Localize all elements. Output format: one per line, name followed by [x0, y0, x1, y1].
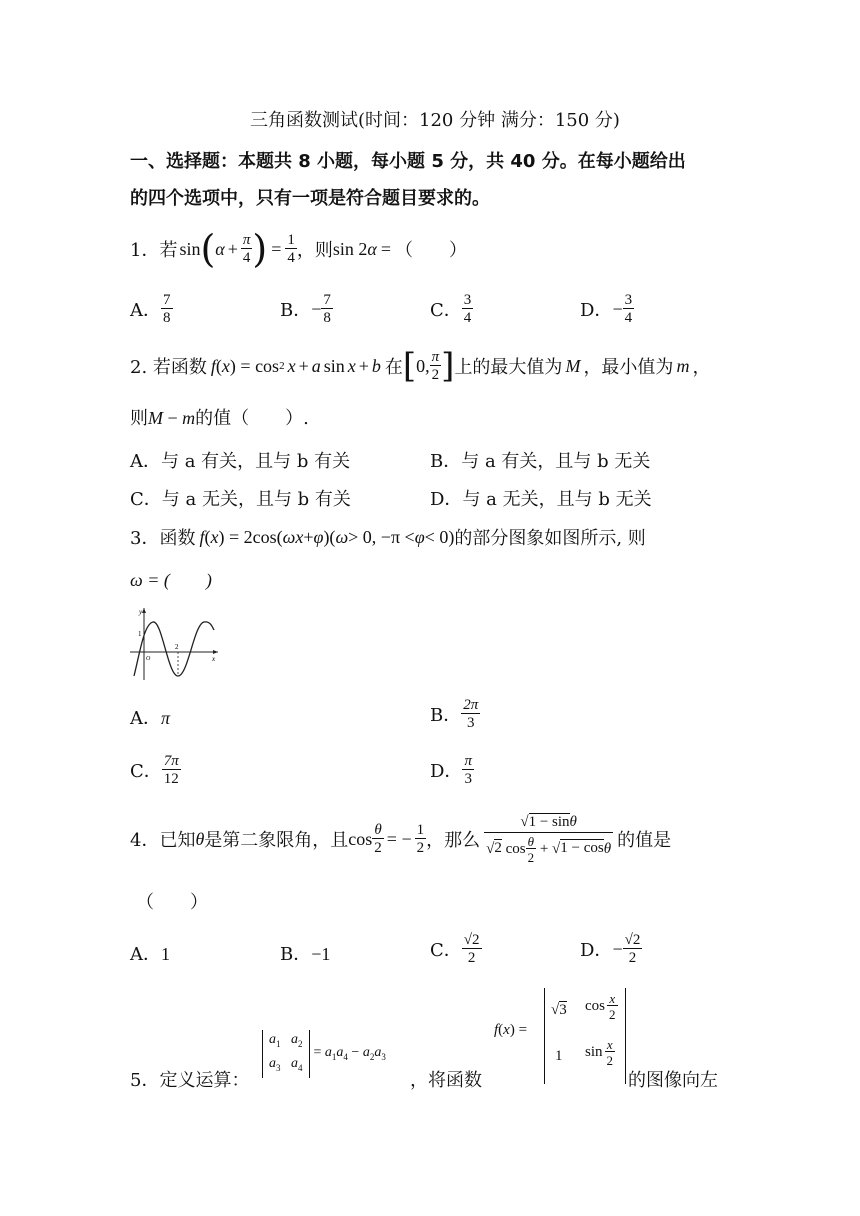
x-label: x: [212, 655, 216, 663]
q4-choice-d[interactable]: D． − $\frac{√2}{2}$: [580, 931, 641, 966]
y-label: y: [139, 608, 143, 616]
q5-mid: ，将函数: [410, 1070, 482, 1091]
q4-blank: （ ）: [136, 892, 208, 913]
q3-choice-a[interactable]: A．π: [130, 708, 171, 729]
q5-prefix: 5．定义运算：: [130, 1070, 250, 1091]
origin-label: O: [146, 656, 151, 662]
q2-choice-d[interactable]: D．与 a 无关，且与 b 无关: [430, 489, 652, 510]
q1-blank: （ ）: [395, 240, 468, 261]
q4-choice-b[interactable]: B．−1: [280, 944, 331, 965]
q1-then: ，则: [296, 240, 333, 261]
q5-fx-determinant: √3 cos $\frac{x}{2}$ 1 sin $\frac{x}{2}$: [544, 988, 626, 1084]
q1-choice-b[interactable]: B． − $\frac{7}{8}$: [280, 291, 331, 326]
x-axis-arrow: [213, 650, 218, 654]
q2-choice-a[interactable]: A．与 a 有关，且与 b 有关: [130, 451, 351, 472]
tick-one: 1: [138, 630, 142, 638]
q3-cosine-graph: [126, 604, 222, 684]
q1-choice-d[interactable]: D． − $\frac{3}{4}$: [580, 291, 633, 326]
section-header-line2: 的四个选项中，只有一项是符合题目要求的。: [130, 188, 490, 209]
question-2: 2. 若函数 f ( x ) = cos 2 x + a sin x + b 在 [ 0, $\frac{\pi}{2}$ ] 上的最大值为 M ，最小值为 m ，: [130, 346, 711, 386]
y-axis-arrow: [142, 608, 146, 613]
q1-number: 1．若: [130, 240, 178, 261]
q2-choice-b[interactable]: B．与 a 有关，且与 b 无关: [430, 451, 651, 472]
page-title: 三角函数测试(时间：120 分钟 满分：150 分): [250, 110, 620, 131]
q3-choice-b[interactable]: B． $\frac{2\pi}{3}$: [430, 696, 479, 731]
question-1: 1．若 sin ( α + $\frac{\pi}{4}$ ) = $\frac{1}{4}$ ，则 sin 2 α = （ ）: [130, 227, 468, 271]
section-header-line1: 一、选择题：本题共 8 小题，每小题 5 分，共 40 分。在每小题给出: [130, 151, 686, 172]
question-3-line2: ω = ( ): [130, 570, 212, 590]
q4-choice-c[interactable]: C． $\frac{√2}{2}$: [430, 931, 480, 966]
question-4: 4．已知 θ 是第二象限角，且 cos $\frac{\theta}{2}$ = − $\frac{1}{2}$ ，那么 √1 − sinθ √2 cos $\frac{\theta}{2}$ + √1 − cosθ 的值是: [130, 813, 672, 865]
q1-choice-c[interactable]: C． $\frac{3}{4}$: [430, 291, 472, 326]
q5-fx-label: f(x) =: [494, 1022, 528, 1038]
question-2-line2: 则M − m的值（ ）.: [130, 408, 309, 429]
q4-choice-a[interactable]: A．1: [130, 944, 170, 965]
q2-choice-c[interactable]: C．与 a 无关，且与 b 有关: [130, 489, 351, 510]
q5-determinant-definition: $a_1$ $a_2$ $a_3$ $a_4$ = $a_1a_4 - a_2a_3$: [262, 1030, 386, 1078]
q3-choice-c[interactable]: C． $\frac{7\pi}{12}$: [130, 752, 179, 787]
cosine-curve: [134, 622, 214, 676]
q5-end: 的图像向左: [628, 1070, 718, 1091]
question-3: 3．函数 f ( x ) = 2cos( ωx + φ )( ω > 0, −π < φ < 0) 的部分图象如图所示, 则: [130, 526, 646, 549]
q1-choice-a[interactable]: A． $\frac{7}{8}$: [130, 291, 171, 326]
q3-choice-d[interactable]: D． $\frac{\pi}{3}$: [430, 752, 472, 787]
tick-two: 2: [175, 643, 179, 651]
